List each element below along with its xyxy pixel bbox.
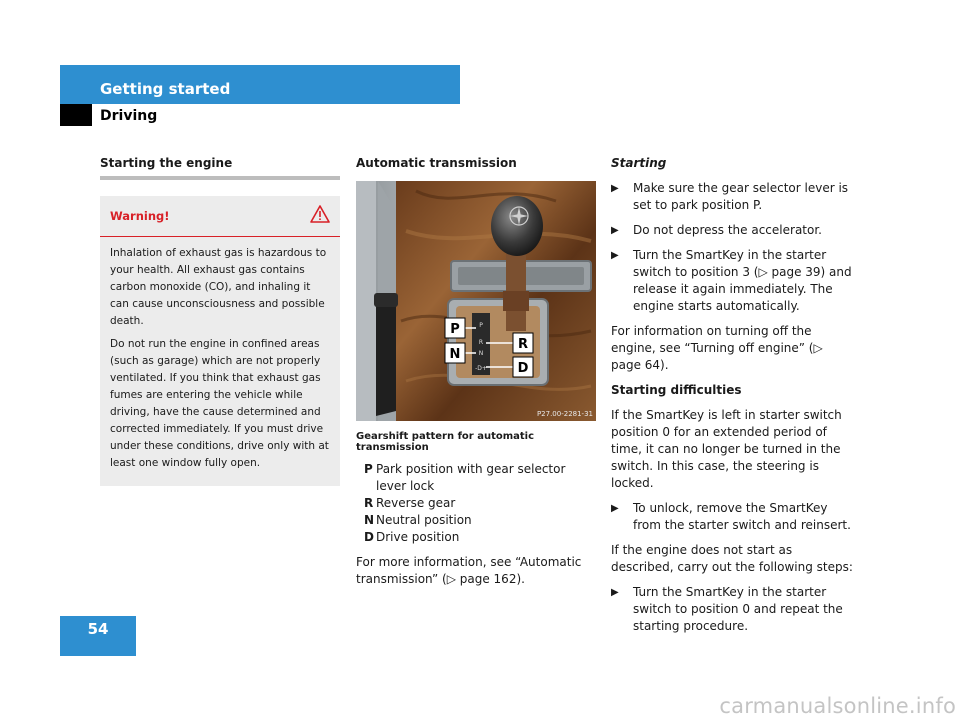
instruction-step: ▶ Make sure the gear selector lever is set to park position P. <box>611 181 849 212</box>
left-column <box>100 155 340 486</box>
heading-automatic-transmission: Automatic transmission <box>356 156 517 170</box>
figure-caption: Gearshift pattern for automatic transmission <box>356 431 535 453</box>
gate-label-d: -D+ <box>475 365 487 372</box>
bullet-arrow-icon: ▶ <box>611 225 619 236</box>
warning-paragraph: Inhalation of exhaust gas is hazardous to your health. All exhaust gas contains carbon monoxide (CO), and inhaling it can cause unconsciousness and possible death. <box>110 247 327 327</box>
bullet-arrow-icon: ▶ <box>611 587 619 598</box>
warning-box <box>100 196 340 486</box>
warning-paragraph: Do not run the engine in confined areas (such as garage) which are not properly ventilated. If you think that exhaust gas fumes are entering the vehicle while driving, have the cause determined and corrected immediately. If you must drive under these conditions, drive only with at least one window fully open. <box>110 338 329 469</box>
figure-label-p: P <box>450 322 460 337</box>
warning-title: Warning! <box>110 209 170 223</box>
instruction-step: ▶ Turn the SmartKey in the starter switch to position 3 (▷ page 39) and release it again immediately. The engine starts automatically. <box>611 248 852 313</box>
subsection-title: Driving <box>100 108 158 124</box>
legend-item: D Drive position <box>364 530 460 544</box>
legend-item: P Park position with gear selector lever lock <box>364 462 566 493</box>
section-title: Getting started <box>100 80 231 98</box>
figure-label-n: N <box>449 347 461 362</box>
warning-triangle-icon <box>310 205 330 228</box>
gate-label-p: P <box>479 322 483 329</box>
gate-label-r: R <box>478 339 484 346</box>
figure-label-d: D <box>517 361 529 376</box>
heading-starting-difficulties: Starting difficulties <box>611 383 742 397</box>
turning-off-text: For information on turning off the engine, see “Turning off engine” (▷ page 64). <box>611 324 823 372</box>
gear-legend <box>356 461 596 546</box>
heading-rule <box>100 176 340 180</box>
instruction-step: ▶ Turn the SmartKey in the starter switch to position 0 and repeat the starting procedure. <box>611 585 843 633</box>
legend-item: R Reverse gear <box>364 496 456 510</box>
header-marker <box>60 104 92 126</box>
heading-starting: Starting <box>611 156 667 170</box>
bullet-arrow-icon: ▶ <box>611 503 619 514</box>
warning-header <box>100 196 340 237</box>
figure-label-r: R <box>517 337 529 352</box>
figure-code: P27.00-2281-31 <box>536 410 593 418</box>
instruction-step: ▶ Do not depress the accelerator. <box>611 223 822 237</box>
middle-column <box>356 155 596 588</box>
engine-fail-text: If the engine does not start as described, carry out the following steps: <box>611 543 853 574</box>
instruction-step: ▶ To unlock, remove the SmartKey from the starter switch and reinsert. <box>611 501 851 532</box>
bullet-arrow-icon: ▶ <box>611 183 619 194</box>
watermark: carmanualsonline.info <box>719 694 956 718</box>
gate-label-n: N <box>478 350 484 357</box>
page-number: 54 <box>87 620 109 638</box>
right-column <box>611 155 853 643</box>
legend-item: N Neutral position <box>364 513 472 527</box>
bullet-arrow-icon: ▶ <box>611 250 619 261</box>
difficulties-text: If the SmartKey is left in starter switch position 0 for an extended period of time, it can no longer be turned in the switch. In this case, the steering is locked. <box>611 408 842 490</box>
more-info-text: For more information, see “Automatic transmission” (▷ page 162). <box>356 555 582 586</box>
gearshift-photo <box>356 181 596 421</box>
heading-starting-engine: Starting the engine <box>100 156 233 170</box>
warning-body <box>100 237 340 472</box>
